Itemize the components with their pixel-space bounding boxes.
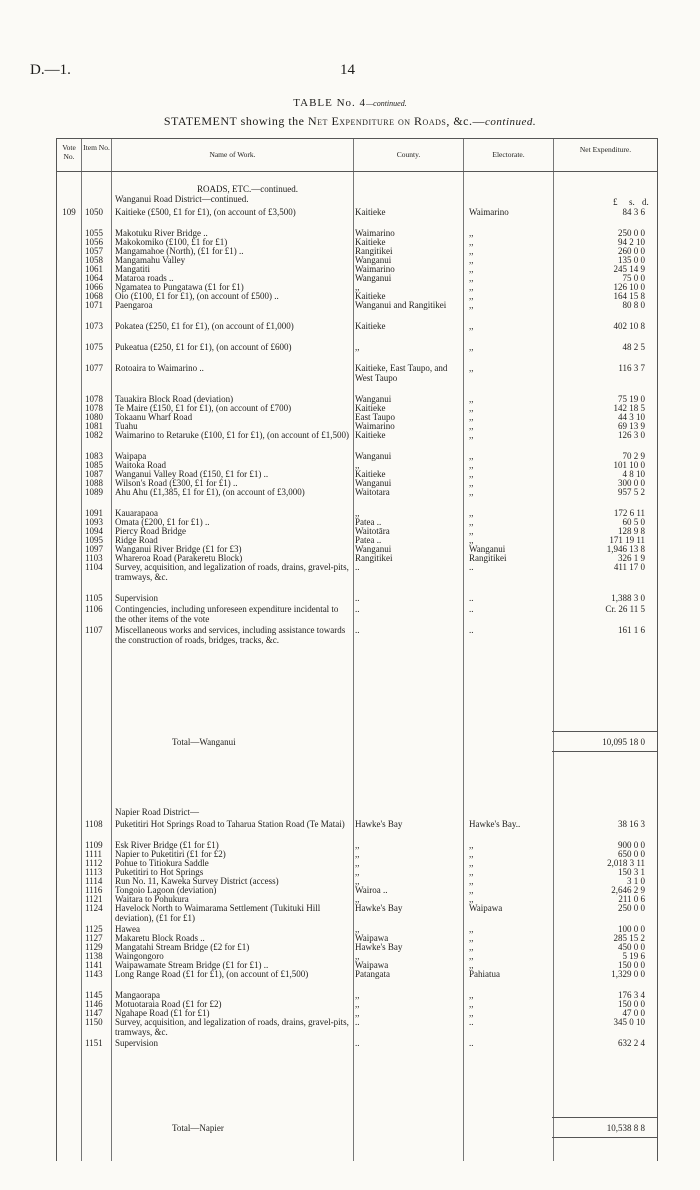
electorate-cell: Wanganui <box>469 544 506 554</box>
work-name: Ahu Ahu (£1,385, £1 for £1), (on account of £3,000) <box>115 487 305 497</box>
work-name: Esk River Bridge (£1 for £1) <box>115 840 219 850</box>
header-rule <box>57 171 657 172</box>
electorate-cell: ,, <box>469 876 474 886</box>
work-name: Tauakira Block Road (deviation) <box>115 394 234 404</box>
work-name: Whareroa Road (Parakeretu Block) <box>115 553 243 563</box>
electorate-cell: ,, <box>469 933 474 943</box>
county-cell: ,, <box>355 858 360 868</box>
net-expenditure: 402 10 8 <box>613 321 645 331</box>
col-header-net: Net Expenditure. <box>579 145 632 154</box>
electorate-cell: Hawke's Bay.. <box>469 819 521 829</box>
item-number: 1087 <box>85 469 103 479</box>
work-name: Contingencies, including unforeseen expenditure incidental to the other items of the vote <box>115 604 339 624</box>
electorate-cell: ,, <box>469 255 474 265</box>
work-name: Napier to Puketitiri (£1 for £2) <box>115 849 226 859</box>
table-title-continued: —continued. <box>366 99 407 108</box>
item-number: 1108 <box>85 819 103 829</box>
electorate-cell: ,, <box>469 282 474 292</box>
work-name: Paengaroa <box>115 300 153 310</box>
net-expenditure: 450 0 0 <box>618 942 645 952</box>
electorate-cell: ,, <box>469 321 474 331</box>
item-number: 1056 <box>85 237 103 247</box>
county-cell: Wanganui <box>355 394 392 404</box>
work-name: Pukeatua (£250, £1 for £1), (on account of £600) <box>115 342 292 352</box>
work-name: Ngahape Road (£1 for £1) <box>115 1008 210 1018</box>
electorate-cell: ,, <box>469 363 474 373</box>
item-number: 1050 <box>85 207 103 217</box>
work-name: Supervision <box>115 593 159 603</box>
net-expenditure: 2,018 3 11 <box>607 858 645 868</box>
county-cell: Wanganui <box>355 255 392 265</box>
total-rule <box>552 751 657 752</box>
county-cell: Hawke's Bay <box>355 903 403 913</box>
item-number: 1066 <box>85 282 103 292</box>
document-code: D.—1. <box>30 62 71 78</box>
item-number: 1078 <box>85 394 103 404</box>
item-number: 1138 <box>85 951 103 961</box>
item-number: 1129 <box>85 942 103 952</box>
item-number: 1127 <box>85 933 103 943</box>
work-name: Pohue to Titiokura Saddle <box>115 858 209 868</box>
county-cell: .. <box>355 1017 360 1027</box>
county-cell: Kaitieke <box>355 403 386 413</box>
work-name: Omata (£200, £1 for £1) .. <box>115 517 210 527</box>
item-number: 1114 <box>85 876 103 886</box>
work-name: Waingongoro <box>115 951 164 961</box>
item-number: 1057 <box>85 246 103 256</box>
subtitle-post: &c.— <box>449 114 485 128</box>
work-name: Survey, acquisition, and legalization of roads, drains, gravel-pits, tramways, &c. <box>115 1017 349 1037</box>
electorate-cell: ,, <box>469 517 474 527</box>
work-name: Makotuku River Bridge .. <box>115 228 208 238</box>
subtitle-pre: STATEMENT showing the <box>163 114 308 128</box>
net-expenditure: 150 0 0 <box>618 960 645 970</box>
electorate-cell: Rangitikei <box>469 553 507 563</box>
net-expenditure: 176 3 4 <box>618 990 645 1000</box>
work-name: Tongoio Lagoon (deviation) <box>115 885 217 895</box>
work-name: Waitara to Pohukura <box>115 894 189 904</box>
county-cell: ,, <box>355 342 360 352</box>
electorate-cell: ,, <box>469 478 474 488</box>
item-number: 1104 <box>85 562 103 572</box>
county-cell: Waimarino <box>355 421 395 431</box>
item-number: 1093 <box>85 517 103 527</box>
work-name: Ngamatea to Pungatawa (£1 for £1) <box>115 282 244 292</box>
item-number: 1150 <box>85 1017 103 1027</box>
work-name: Oio (£100, £1 for £1), (on account of £500) .. <box>115 291 279 301</box>
work-name: Mangamahoe (North), (£1 for £1) .. <box>115 246 244 256</box>
electorate-cell: ,, <box>469 451 474 461</box>
net-expenditure: 250 0 0 <box>618 903 645 913</box>
work-name: Wanganui Valley Road (£150, £1 for £1) .. <box>115 469 269 479</box>
item-number: 1089 <box>85 487 103 497</box>
county-cell: .. <box>355 1038 360 1048</box>
column-rule <box>353 139 354 1161</box>
work-name: Puketitiri to Hot Springs <box>115 867 204 877</box>
column-rule <box>81 139 82 1161</box>
county-cell: Kaitieke <box>355 321 386 331</box>
work-name: Mangatiti <box>115 264 150 274</box>
electorate-cell: ,, <box>469 412 474 422</box>
net-expenditure: 94 2 10 <box>618 237 645 247</box>
work-name: Tokaanu Wharf Road <box>115 412 193 422</box>
county-cell: ,, <box>355 990 360 1000</box>
county-cell: Waimarino <box>355 228 395 238</box>
column-rule <box>111 139 112 1161</box>
county-cell: ,, <box>355 999 360 1009</box>
work-name: Waipawamate Stream Bridge (£1 for £1) .. <box>115 960 269 970</box>
electorate-cell: ,, <box>469 999 474 1009</box>
item-number: 1058 <box>85 255 103 265</box>
item-number: 1095 <box>85 535 103 545</box>
work-name: Tuahu <box>115 421 138 431</box>
county-cell: .. <box>355 604 360 614</box>
county-cell: Rangitikei <box>355 553 393 563</box>
item-number: 1141 <box>85 960 103 970</box>
item-number: 1080 <box>85 412 103 422</box>
work-name: Makaretu Block Roads .. <box>115 933 205 943</box>
electorate-cell: ,, <box>469 342 474 352</box>
county-cell: Kaitieke <box>355 291 386 301</box>
net-expenditure: 38 16 3 <box>618 819 645 829</box>
subtitle-smallcaps: Net Expenditure on Roads, <box>308 114 450 128</box>
net-expenditure: 4 8 10 <box>622 469 645 479</box>
work-name: Te Maire (£150, £1 for £1), (on account of £700) <box>115 403 292 413</box>
net-expenditure: 164 15 8 <box>613 291 645 301</box>
net-expenditure: 60 5 0 <box>622 517 645 527</box>
county-cell: ,, <box>355 460 360 470</box>
county-cell: Wanganui <box>355 451 392 461</box>
work-name: Ridge Road <box>115 535 158 545</box>
electorate-cell: ,, <box>469 394 474 404</box>
item-number: 1073 <box>85 321 103 331</box>
net-expenditure: 171 19 11 <box>609 535 645 545</box>
electorate-cell: ,, <box>469 430 474 440</box>
electorate-cell: ,, <box>469 990 474 1000</box>
net-expenditure: 650 0 0 <box>618 849 645 859</box>
net-expenditure: 75 19 0 <box>618 394 645 404</box>
work-name: Mangamahu Valley <box>115 255 186 265</box>
item-number: 1068 <box>85 291 103 301</box>
item-number: 1147 <box>85 1008 103 1018</box>
electorate-cell: ,, <box>469 924 474 934</box>
work-name: Run No. 11, Kaweka Survey District (access) <box>115 876 279 886</box>
net-expenditure: 326 1 9 <box>618 553 645 563</box>
expenditure-table: Vote No. Item No. Name of Work. County. Electorate. Net Expenditure. ROADS, ETC.—continued. Wanganui Road District—continued. £ s. d. 109 1050 Kaitieke (£500, £1 for £1), (on account of £3,500) Kaitieke Waimarino 84 3 6 1055 Makotuku River Bridge .. Waimarino ,, 250 0 0 1056 Makokomiko (£100, £1 for £1) Kaitieke ,, 94 2 10 1057 Mangamahoe (North), (£1 for £1) .. Rangitikei ,, 260 0 0 1058 Mangamahu Valley Wanganui ,, 135 0 0 1061 Mangatiti Waimarino ,, 245 14 9 1064 Mataroa roads .. Wanganui ,, 75 0 0 1066 Ngamatea to Pungatawa (£1 for £1) ,, ,, 126 10 0 1068 Oio (£100, £1 for £1), (on account of £500) .. Kaitieke ,, 164 15 8 1071 Paengaroa Wanganui and Rangitikei ,, 80 8 0 1073 Pokatea (£250, £1 for £1), (on account of £1,000) Kaitieke ,, 402 10 8 1075 Pukeatua (£250, £1 for £1), (on account of £600) ,, ,, 48 2 5 1077 Rotoaira to Waimarino .. Kaitieke, East Taupo, and West Taupo ,, 116 3 7 1078 Tauakira Block Road (deviation) Wanganui ,, 75 19 0 1078 Te Maire (£150, £1 for £1), (on account of £700) Kaitieke ,, 142 18 5 1080 Tokaanu Wharf Road East Taupo ,, 44 3 10 1081 Tuahu Waimarino ,, 69 13 9 1082 Waimarino to Retaruke (£100, £1 for £1), (on account of £1,500) Kaitieke ,, 126 3 0 1083 Waipapa Wanganui ,, 70 2 9 1085 Waitoka Road ,, ,, 101 10 0 1087 Wanganui Valley Road (£150, £1 for £1) .. Kaitieke ,, 4 8 10 1088 Wilson's Road (£300, £1 for £1) .. Wanganui ,, 300 0 0 1089 Ahu Ahu (£1,385, £1 for £1), (on account of £3,000) Waitotara ,, 957 5 2 1091 Kauarapaoa ,, ,, 172 6 11 1093 Omata (£200, £1 for £1) .. Patea .. ,, 60 5 0 1094 Piercy Road Bridge Waitotāra ,, 128 9 8 1095 Ridge Road Patea .. ,, 171 19 11 1097 Wanganui River Bridge (£1 for £3) Wanganui Wanganui 1,946 13 8 1103 Whareroa Road (Parakeretu Block) Rangitikei Rangitikei 326 1 9 1104 Survey, acquisition, and legalization of roads, drains, gravel-pits, tramways, &c. .. .. 411 17 0 1105 Supervision .. .. 1,388 3 0 1106 Contingencies, including unforeseen expenditure incidental to the other items of the vote .. .. Cr. 26 11 5 1107 Miscellaneous works and services, including assistance towards the construction of roads, bridges, tracks, &c. .. .. 161 1 6 Total—Wanganui 10,095 18 0 Napier Road District— 1108 Puketitiri Hot Springs Road to Taharua Station Road (Te Matai) Hawke's Bay Hawke's Bay.. 38 16 3 1109 Esk River Bridge (£1 for £1) ,, ,, 900 0 0 1111 Napier to Puketitiri (£1 for £2) ,, ,, 650 0 0 1112 Pohue to Titiokura Saddle ,, ,, 2,018 3 11 1113 Puketitiri to Hot Springs ,, ,, 150 3 1 1114 Run No. 11, Kaweka Survey District (access) ,, ,, 3 1 0 1116 Tongoio Lagoon (deviation) Wairoa .. ,, 2,646 2 9 1121 Waitara to Pohukura ,, ,, 211 0 6 1124 Havelock North to Waimarama Settlement (Tukituki Hill deviation), (£1 for £1) Hawke's Bay Waipawa 250 0 0 1125 Hawea ,, ,, 100 0 0 1127 Makaretu Block Roads .. Waipawa ,, 285 15 2 1129 Mangatahi Stream Bridge (£2 for £1) Hawke's Bay ,, 450 0 0 1138 Waingongoro ,, ,, 5 19 6 1141 Waipawamate Stream Bridge (£1 for £1) .. Waipawa ,, 150 0 0 1143 Long Range Road (£1 for £1), (on account of £1,500) Patangata Pahiatua 1,329 0 0 1145 Mangaorapa ,, ,, 176 3 4 1146 Motuotaraia Road (£1 for £2) ,, ,, 150 0 0 1147 Ngahape Road (£1 for £1) ,, ,, 47 0 0 1150 Survey, acquisition, and legalization of roads, drains, gravel-pits, tramways, &c. .. .. 345 0 10 1151 Supervision .. .. 632 2 4 Total—Napier 10,538 8 8 <box>56 138 658 1161</box>
electorate-cell: ,, <box>469 291 474 301</box>
item-number: 1116 <box>85 885 103 895</box>
county-cell: Wanganui <box>355 273 392 283</box>
electorate-cell: ,, <box>469 460 474 470</box>
item-number: 1061 <box>85 264 103 274</box>
electorate-cell: ,, <box>469 487 474 497</box>
electorate-cell: Waimarino <box>469 207 509 217</box>
total-wanganui-label: Total—Wanganui <box>172 737 236 747</box>
net-expenditure: 126 10 0 <box>613 282 645 292</box>
work-name: Rotoaira to Waimarino .. <box>115 363 204 373</box>
electorate-cell: ,, <box>469 960 474 970</box>
county-cell: ,, <box>355 849 360 859</box>
net-expenditure: 900 0 0 <box>618 840 645 850</box>
item-number: 1111 <box>85 849 102 859</box>
total-wanganui-value: 10,095 18 0 <box>602 737 645 747</box>
item-number: 1124 <box>85 903 103 913</box>
county-cell: Waimarino <box>355 264 395 274</box>
electorate-cell: ,, <box>469 1008 474 1018</box>
county-cell: Kaitieke <box>355 430 386 440</box>
electorate-cell: .. <box>469 1017 474 1027</box>
electorate-cell: ,, <box>469 849 474 859</box>
county-cell: Kaitieke <box>355 237 386 247</box>
county-cell: Hawke's Bay <box>355 819 403 829</box>
item-number: 1064 <box>85 273 103 283</box>
net-expenditure: 126 3 0 <box>618 430 645 440</box>
net-expenditure: 1,329 0 0 <box>611 969 645 979</box>
county-cell: ,, <box>355 508 360 518</box>
work-name: Havelock North to Waimarama Settlement (Tukituki Hill deviation), (£1 for £1) <box>115 903 321 923</box>
county-cell: Waipawa <box>355 960 389 970</box>
electorate-cell: ,, <box>469 535 474 545</box>
net-expenditure: 150 3 1 <box>618 867 645 877</box>
electorate-cell: ,, <box>469 526 474 536</box>
net-expenditure: 632 2 4 <box>618 1038 645 1048</box>
col-header-work: Name of Work. <box>209 150 256 159</box>
net-expenditure: 75 0 0 <box>622 273 645 283</box>
county-cell: ,, <box>355 894 360 904</box>
item-number: 1091 <box>85 508 103 518</box>
work-name: Kauarapaoa <box>115 508 158 518</box>
electorate-cell: ,, <box>469 469 474 479</box>
county-cell: Wanganui and Rangitikei <box>355 300 447 310</box>
column-rule <box>463 139 464 1161</box>
total-rule <box>552 1137 657 1138</box>
electorate-cell: ,, <box>469 273 474 283</box>
work-name: Piercy Road Bridge <box>115 526 186 536</box>
net-expenditure: 172 6 11 <box>613 508 645 518</box>
net-expenditure: 3 1 0 <box>627 876 645 886</box>
item-number: 1113 <box>85 867 103 877</box>
county-cell: Wanganui <box>355 544 392 554</box>
county-cell: ,, <box>355 867 360 877</box>
electorate-cell: ,, <box>469 840 474 850</box>
work-name: Waimarino to Retaruke (£100, £1 for £1), (on account of £1,500) <box>115 430 349 440</box>
county-cell: Kaitieke <box>355 469 386 479</box>
item-number: 1083 <box>85 451 103 461</box>
work-name: Supervision <box>115 1038 159 1048</box>
item-number: 1146 <box>85 999 103 1009</box>
net-expenditure: 285 15 2 <box>613 933 645 943</box>
electorate-cell: ,, <box>469 867 474 877</box>
net-expenditure: Cr. 26 11 5 <box>605 604 645 614</box>
electorate-cell: .. <box>469 625 474 635</box>
item-number: 1151 <box>85 1038 103 1048</box>
item-number: 1107 <box>85 625 103 635</box>
county-cell: Patangata <box>355 969 390 979</box>
item-number: 1088 <box>85 478 103 488</box>
net-expenditure: 142 18 5 <box>613 403 645 413</box>
item-number: 1082 <box>85 430 103 440</box>
item-number: 1097 <box>85 544 103 554</box>
item-number: 1143 <box>85 969 103 979</box>
item-number: 1078 <box>85 403 103 413</box>
work-name: Kaitieke (£500, £1 for £1), (on account of £3,500) <box>115 207 296 217</box>
work-name: Miscellaneous works and services, including assistance towards the construction of roads, bridges, tracks, &c. <box>115 625 346 645</box>
item-number: 1075 <box>85 342 103 352</box>
item-number: 1106 <box>85 604 103 614</box>
work-name: Waipapa <box>115 451 147 461</box>
county-cell: Hawke's Bay <box>355 942 403 952</box>
vote-cell: 109 <box>62 207 76 217</box>
county-cell: Wanganui <box>355 478 392 488</box>
county-cell: Waitotara <box>355 487 390 497</box>
county-cell: .. <box>355 625 360 635</box>
net-expenditure: 100 0 0 <box>618 924 645 934</box>
electorate-cell: .. <box>469 562 474 572</box>
county-cell: Kaitieke <box>355 207 386 217</box>
total-napier-label: Total—Napier <box>172 1123 224 1133</box>
work-name: Mangatahi Stream Bridge (£2 for £1) <box>115 942 250 952</box>
electorate-cell: ,, <box>469 951 474 961</box>
item-number: 1121 <box>85 894 103 904</box>
col-header-county: County. <box>396 150 421 159</box>
net-expenditure: 135 0 0 <box>618 255 645 265</box>
col-header-electorate: Electorate. <box>492 150 525 159</box>
electorate-cell: Pahiatua <box>469 969 500 979</box>
electorate-cell: ,, <box>469 246 474 256</box>
item-number: 1145 <box>85 990 103 1000</box>
county-cell: Wairoa .. <box>355 885 388 895</box>
electorate-cell: ,, <box>469 858 474 868</box>
county-cell: Rangitikei <box>355 246 393 256</box>
net-expenditure: 411 17 0 <box>613 562 645 572</box>
electorate-cell: ,, <box>469 228 474 238</box>
net-expenditure: 69 13 9 <box>618 421 645 431</box>
county-cell: ,, <box>355 840 360 850</box>
net-expenditure: 1,388 3 0 <box>611 593 645 603</box>
item-number: 1094 <box>85 526 103 536</box>
county-cell: ,, <box>355 876 360 886</box>
net-expenditure: 250 0 0 <box>618 228 645 238</box>
net-expenditure: 5 19 6 <box>622 951 645 961</box>
electorate-cell: ,, <box>469 508 474 518</box>
net-expenditure: 300 0 0 <box>618 478 645 488</box>
county-cell: .. <box>355 593 360 603</box>
net-expenditure: 2,646 2 9 <box>611 885 645 895</box>
county-cell: ,, <box>355 924 360 934</box>
electorate-cell: Waipawa <box>469 903 503 913</box>
net-expenditure: 260 0 0 <box>618 246 645 256</box>
county-cell: ,, <box>355 951 360 961</box>
item-number: 1085 <box>85 460 103 470</box>
col-header-vote: Vote No. <box>62 143 76 161</box>
item-number: 1081 <box>85 421 103 431</box>
item-number: 1109 <box>85 840 103 850</box>
item-number: 1055 <box>85 228 103 238</box>
work-name: Makokomiko (£100, £1 for £1) <box>115 237 228 247</box>
county-cell: .. <box>355 562 360 572</box>
electorate-cell: ,, <box>469 894 474 904</box>
county-cell: Waitotāra <box>355 526 390 536</box>
table-title-main: TABLE No. 4 <box>293 97 367 109</box>
item-number: 1077 <box>85 363 103 373</box>
page-number: 14 <box>340 62 355 78</box>
net-expenditure: 245 14 9 <box>613 264 645 274</box>
work-name: Mangaorapa <box>115 990 160 1000</box>
item-number: 1105 <box>85 593 103 603</box>
net-expenditure: 80 8 0 <box>622 300 645 310</box>
net-expenditure: 48 2 5 <box>622 342 645 352</box>
total-napier-value: 10,538 8 8 <box>606 1123 645 1133</box>
item-number: 1103 <box>85 553 103 563</box>
item-number: 1125 <box>85 924 103 934</box>
net-expenditure: 957 5 2 <box>618 487 645 497</box>
net-expenditure: 211 0 6 <box>618 894 645 904</box>
work-name: Wilson's Road (£300, £1 for £1) .. <box>115 478 238 488</box>
statement-subtitle <box>0 114 700 129</box>
item-number: 1071 <box>85 300 103 310</box>
county-cell: East Taupo <box>355 412 395 422</box>
work-name: Survey, acquisition, and legalization of roads, drains, gravel-pits, tramways, &c. <box>115 562 349 582</box>
work-name: Pokatea (£250, £1 for £1), (on account of £1,000) <box>115 321 294 331</box>
total-rule <box>552 731 657 732</box>
item-number: 1112 <box>85 858 103 868</box>
electorate-cell: ,, <box>469 942 474 952</box>
net-expenditure: 150 0 0 <box>618 999 645 1009</box>
county-cell: Patea .. <box>355 517 382 527</box>
work-name: Waitoka Road <box>115 460 167 470</box>
electorate-cell: .. <box>469 1038 474 1048</box>
county-cell: Waipawa <box>355 933 389 943</box>
net-expenditure: 101 10 0 <box>613 460 645 470</box>
net-expenditure: 161 1 6 <box>618 625 645 635</box>
work-name: Wanganui River Bridge (£1 for £3) <box>115 544 242 554</box>
net-expenditure: 44 3 10 <box>618 412 645 422</box>
electorate-cell: ,, <box>469 403 474 413</box>
net-expenditure: 47 0 0 <box>622 1008 645 1018</box>
work-name: Hawea <box>115 924 140 934</box>
county-cell: ,, <box>355 282 360 292</box>
subtitle-continued: continued. <box>485 116 537 128</box>
work-name: Motuotaraia Road (£1 for £2) <box>115 999 222 1009</box>
electorate-cell: ,, <box>469 237 474 247</box>
electorate-cell: ,, <box>469 300 474 310</box>
net-expenditure: 70 2 9 <box>622 451 645 461</box>
county-cell: Patea .. <box>355 535 382 545</box>
col-header-item: Item No. <box>83 143 110 152</box>
work-name: Mataroa roads .. <box>115 273 174 283</box>
electorate-cell: ,, <box>469 264 474 274</box>
net-expenditure: 1,946 13 8 <box>606 544 645 554</box>
net-expenditure: 84 3 6 <box>622 207 645 217</box>
work-name: Puketitiri Hot Springs Road to Taharua Station Road (Te Matai) <box>115 819 345 829</box>
electorate-cell: .. <box>469 604 474 614</box>
net-expenditure: 116 3 7 <box>618 363 645 373</box>
work-name: Long Range Road (£1 for £1), (on account of £1,500) <box>115 969 309 979</box>
table-title <box>0 97 700 109</box>
net-expenditure: 345 0 10 <box>613 1017 645 1027</box>
county-cell: Kaitieke, East Taupo, and West Taupo <box>355 363 448 383</box>
net-expenditure: 128 9 8 <box>618 526 645 536</box>
electorate-cell: ,, <box>469 885 474 895</box>
total-rule <box>552 1117 657 1118</box>
county-cell: ,, <box>355 1008 360 1018</box>
electorate-cell: ,, <box>469 421 474 431</box>
electorate-cell: .. <box>469 593 474 603</box>
